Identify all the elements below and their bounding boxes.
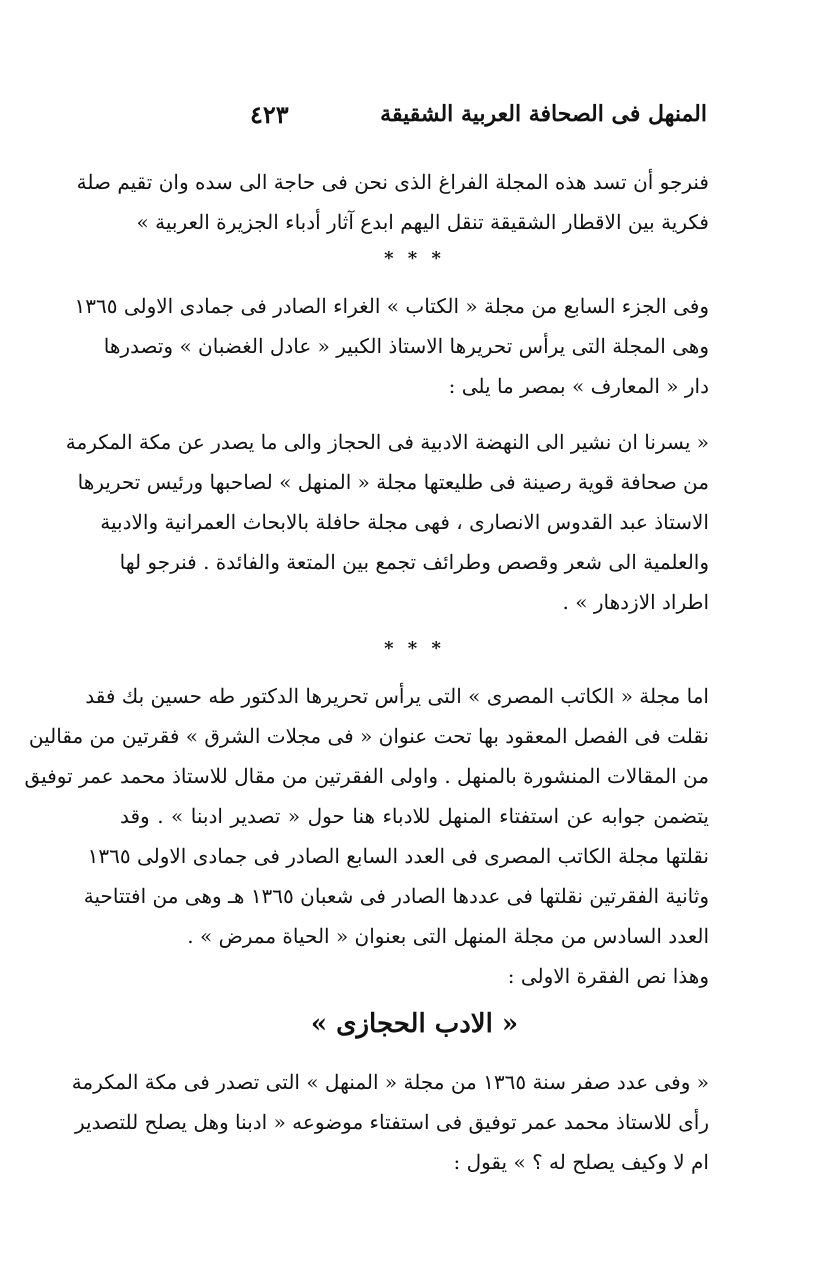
text-line: فنرجو أن تسد هذه المجلة الفراغ الذى نحن فى حاجة الى سده وان تقيم صلة bbox=[76, 170, 709, 194]
text-line: من صحافة قوية رصينة فى طليعتها مجلة « المنهل » لصاحبها ورئيس تحريرها bbox=[77, 470, 709, 494]
paragraph-hijazi-literature bbox=[71, 1062, 709, 1182]
text-line: نقلت فى الفصل المعقود بها تحت عنوان « فى مجلات الشرق » فقرتين من مقالين bbox=[28, 724, 709, 748]
text-line: يتضمن جوابه عن استفتاء المنهل للادباء هنا حول « تصدير ادبنا » . وقد bbox=[120, 804, 709, 828]
text-line: « يسرنا ان نشير الى النهضة الادبية فى الحجاز والى ما يصدر عن مكة المكرمة bbox=[65, 430, 709, 454]
text-line: ام لا وكيف يصلح له ؟ » يقول : bbox=[453, 1150, 709, 1174]
text-line: الاستاذ عبد القدوس الانصارى ، فهى مجلة حافلة بالابحاث العمرانية والادبية bbox=[100, 510, 709, 534]
text-line: « وفى عدد صفر سنة ١٣٦٥ من مجلة « المنهل » التى تصدر فى مكة المكرمة bbox=[71, 1070, 709, 1094]
text-line: نقلتها مجلة الكاتب المصرى فى العدد السابع الصادر فى جمادى الاولى ١٣٦٥ bbox=[87, 844, 709, 868]
text-line: رأى للاستاذ محمد عمر توفيق فى استفتاء موضوعه « ادبنا وهل يصلح للتصدير bbox=[75, 1110, 709, 1134]
text-line: العدد السادس من مجلة المنهل التى بعنوان « الحياة ممرض » . bbox=[187, 924, 709, 948]
page-body bbox=[24, 162, 709, 1182]
paragraph-kitab-quote bbox=[65, 422, 709, 622]
page-header bbox=[250, 92, 707, 136]
running-title: المنهل فى الصحافة العربية الشقيقة bbox=[380, 101, 707, 127]
text-line: وفى الجزء السابع من مجلة « الكتاب » الغراء الصادر فى جمادى الاولى ١٣٦٥ bbox=[74, 294, 709, 318]
paragraph-kitab-magazine bbox=[74, 286, 709, 406]
section-separator: * * * bbox=[384, 248, 445, 269]
text-line: فكرية بين الاقطار الشقيقة تنقل اليهم ابدع آثار أدباء الجزيرة العربية » bbox=[136, 210, 709, 234]
text-line: اما مجلة « الكاتب المصرى » التى يرأس تحريرها الدكتور طه حسين بك فقد bbox=[85, 684, 709, 708]
paragraph-katib-masri bbox=[24, 676, 709, 996]
page-number: ٤٢٣ bbox=[250, 99, 289, 129]
text-line: اطراد الازدهار » . bbox=[562, 590, 709, 614]
text-line: وثانية الفقرتين نقلتها فى عددها الصادر فى شعبان ١٣٦٥ هـ وهى من افتتاحية bbox=[83, 884, 709, 908]
section-separator: * * * bbox=[384, 638, 445, 659]
text-line: والعلمية الى شعر وقصص وطرائف تجمع بين المتعة والفائدة . فنرجو لها bbox=[119, 550, 709, 574]
text-line: وهذا نص الفقرة الاولى : bbox=[507, 964, 709, 988]
text-line: وهى المجلة التى يرأس تحريرها الاستاذ الكبير « عادل الغضبان » وتصدرها bbox=[103, 334, 709, 358]
text-line: دار « المعارف » بمصر ما يلى : bbox=[448, 374, 709, 398]
section-heading: « الادب الحجازى » bbox=[310, 1009, 519, 1039]
text-line: من المقالات المنشورة بالمنهل . واولى الفقرتين من مقال للاستاذ محمد عمر توفيق bbox=[24, 764, 709, 788]
paragraph-closing-quote bbox=[76, 162, 709, 242]
